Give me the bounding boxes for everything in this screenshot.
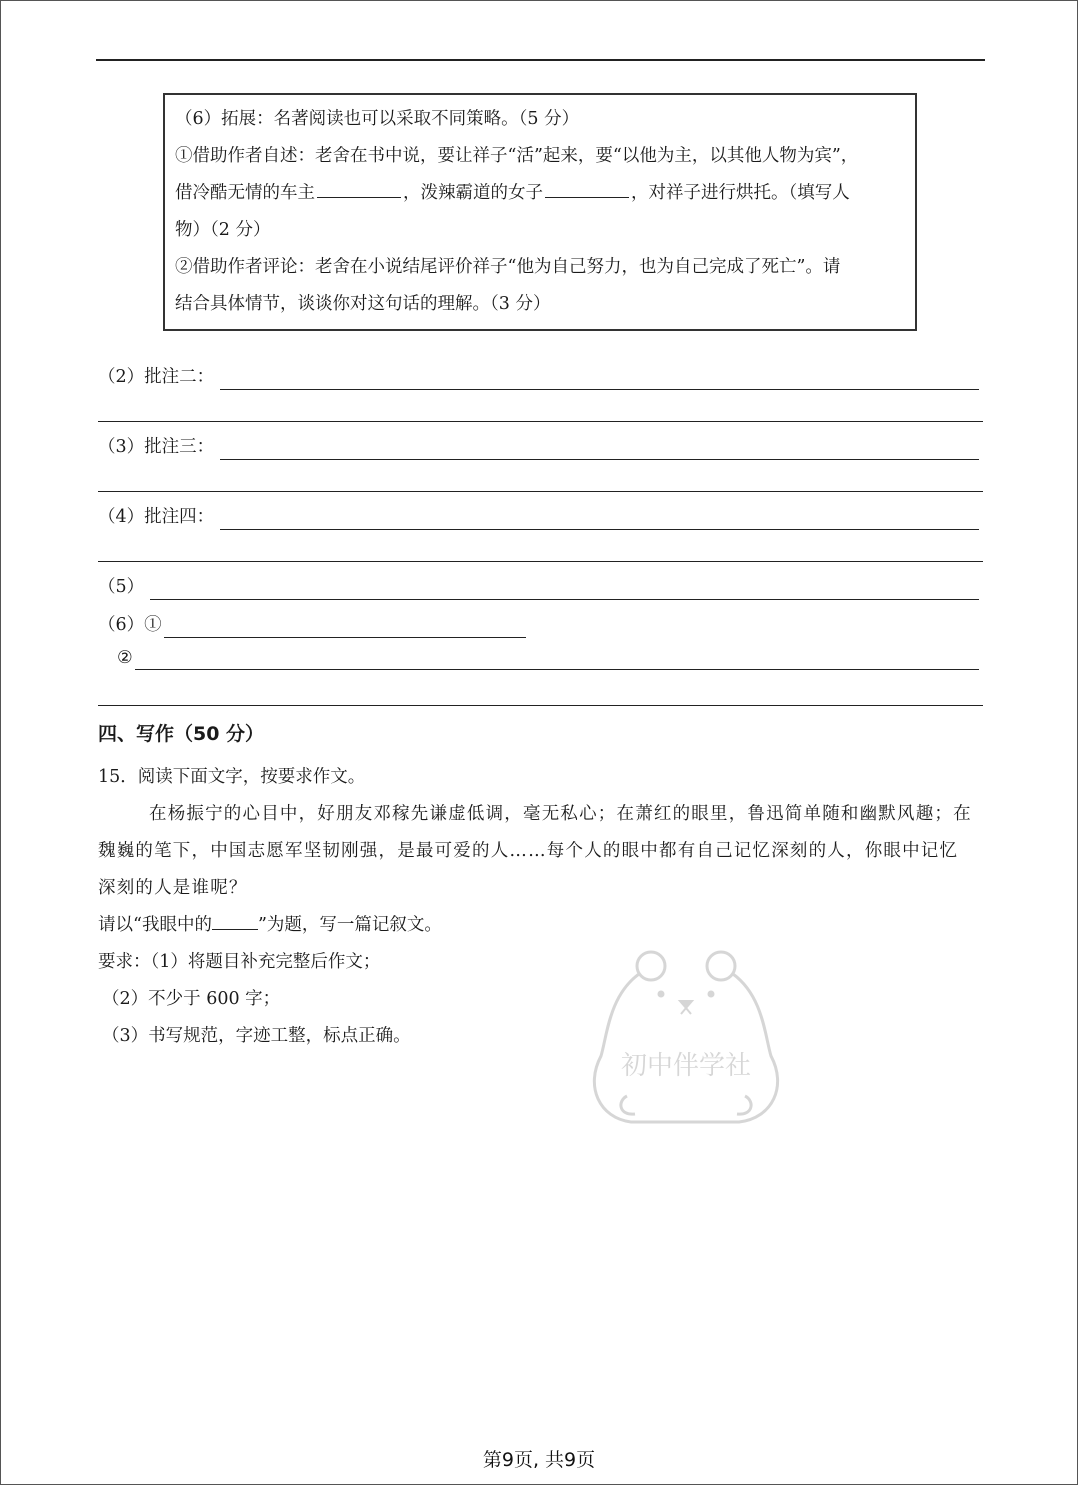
passage-line: 在杨振宁的心目中，好朋友邓稼先谦虚低调，毫无私心；在萧红的眼里，鲁迅简单随和幽默风趣；在 xyxy=(149,804,972,824)
box-text: ，泼辣霸道的女子 xyxy=(403,183,543,203)
fill-blank[interactable] xyxy=(317,180,401,199)
box-line xyxy=(175,175,901,212)
answer-line[interactable] xyxy=(135,647,979,670)
bear-ear-icon xyxy=(707,952,735,980)
title-blank[interactable] xyxy=(212,912,258,931)
answer-label: （5） xyxy=(98,577,145,597)
bear-eye-icon xyxy=(708,991,715,998)
question-6-box xyxy=(163,93,917,331)
answer-row-6-1 xyxy=(98,611,979,638)
section-title: 四、写作（50 分） xyxy=(98,723,265,745)
answer-label: （2）批注二： xyxy=(98,367,215,387)
box-line: 结合具体情节，谈谈你对这句话的理解。（3 分） xyxy=(175,294,551,314)
box-line: ①借助作者自述：老舍在书中说，要让祥子“活”起来，要“以他为主，以其他人物为宾”， xyxy=(175,146,859,166)
answer-line[interactable] xyxy=(150,577,979,600)
answer-row-4 xyxy=(98,503,979,530)
answer-label: ② xyxy=(117,648,133,668)
answer-line[interactable] xyxy=(98,561,983,562)
requirement: （2）不少于 600 字； xyxy=(102,989,281,1009)
page-number: 第9页, 共9页 xyxy=(482,1449,596,1471)
bear-paw-icon xyxy=(621,1096,635,1114)
bear-eye-icon xyxy=(658,991,665,998)
answer-line[interactable] xyxy=(164,615,526,638)
answer-label: （6）① xyxy=(98,615,162,635)
header-rule xyxy=(96,59,985,61)
answer-line[interactable] xyxy=(220,437,979,460)
passage-line: 魏巍的笔下，中国志愿军坚韧刚强，是最可爱的人……每个人的眼中都有自己记忆深刻的人，你眼中记忆 xyxy=(98,841,959,861)
box-line: 物）（2 分） xyxy=(175,220,271,240)
box-text: ，对祥子进行烘托。（填写人 xyxy=(631,183,850,203)
answer-line[interactable] xyxy=(98,491,983,492)
answer-row-3 xyxy=(98,433,979,460)
box-line: （6）拓展：名著阅读也可以采取不同策略。（5 分） xyxy=(175,109,580,129)
prompt-text: ”为题，写一篇记叙文。 xyxy=(257,915,442,935)
bear-ear-icon xyxy=(637,952,665,980)
requirement: 要求：（1）将题目补充完整后作文； xyxy=(98,952,381,972)
prompt-text: 请以“我眼中的 xyxy=(98,915,212,935)
answer-row-6-2 xyxy=(117,647,979,670)
question-15: 15．阅读下面文字，按要求作文。 xyxy=(98,767,366,787)
answer-row-2 xyxy=(98,363,979,390)
answer-label: （4）批注四： xyxy=(98,507,215,527)
fill-blank[interactable] xyxy=(545,180,629,199)
bear-watermark xyxy=(579,946,794,1126)
bear-nose-icon xyxy=(680,1001,692,1014)
answer-line[interactable] xyxy=(98,705,983,706)
passage-line: 深刻的人是谁呢？ xyxy=(98,878,248,898)
box-line: ②借助作者评论：老舍在小说结尾评价祥子“他为自己努力，也为自己完成了死亡”。请 xyxy=(175,257,841,277)
answer-row-5 xyxy=(98,573,979,600)
answer-line[interactable] xyxy=(98,421,983,422)
watermark-text: 初中伴学社 xyxy=(620,1051,752,1081)
requirement: （3）书写规范，字迹工整，标点正确。 xyxy=(102,1026,411,1046)
essay-prompt xyxy=(98,911,442,936)
bear-paw-icon xyxy=(737,1096,751,1114)
answer-line[interactable] xyxy=(220,367,979,390)
answer-label: （3）批注三： xyxy=(98,437,215,457)
box-text: 借冷酷无情的车主 xyxy=(175,183,315,203)
answer-line[interactable] xyxy=(220,507,979,530)
